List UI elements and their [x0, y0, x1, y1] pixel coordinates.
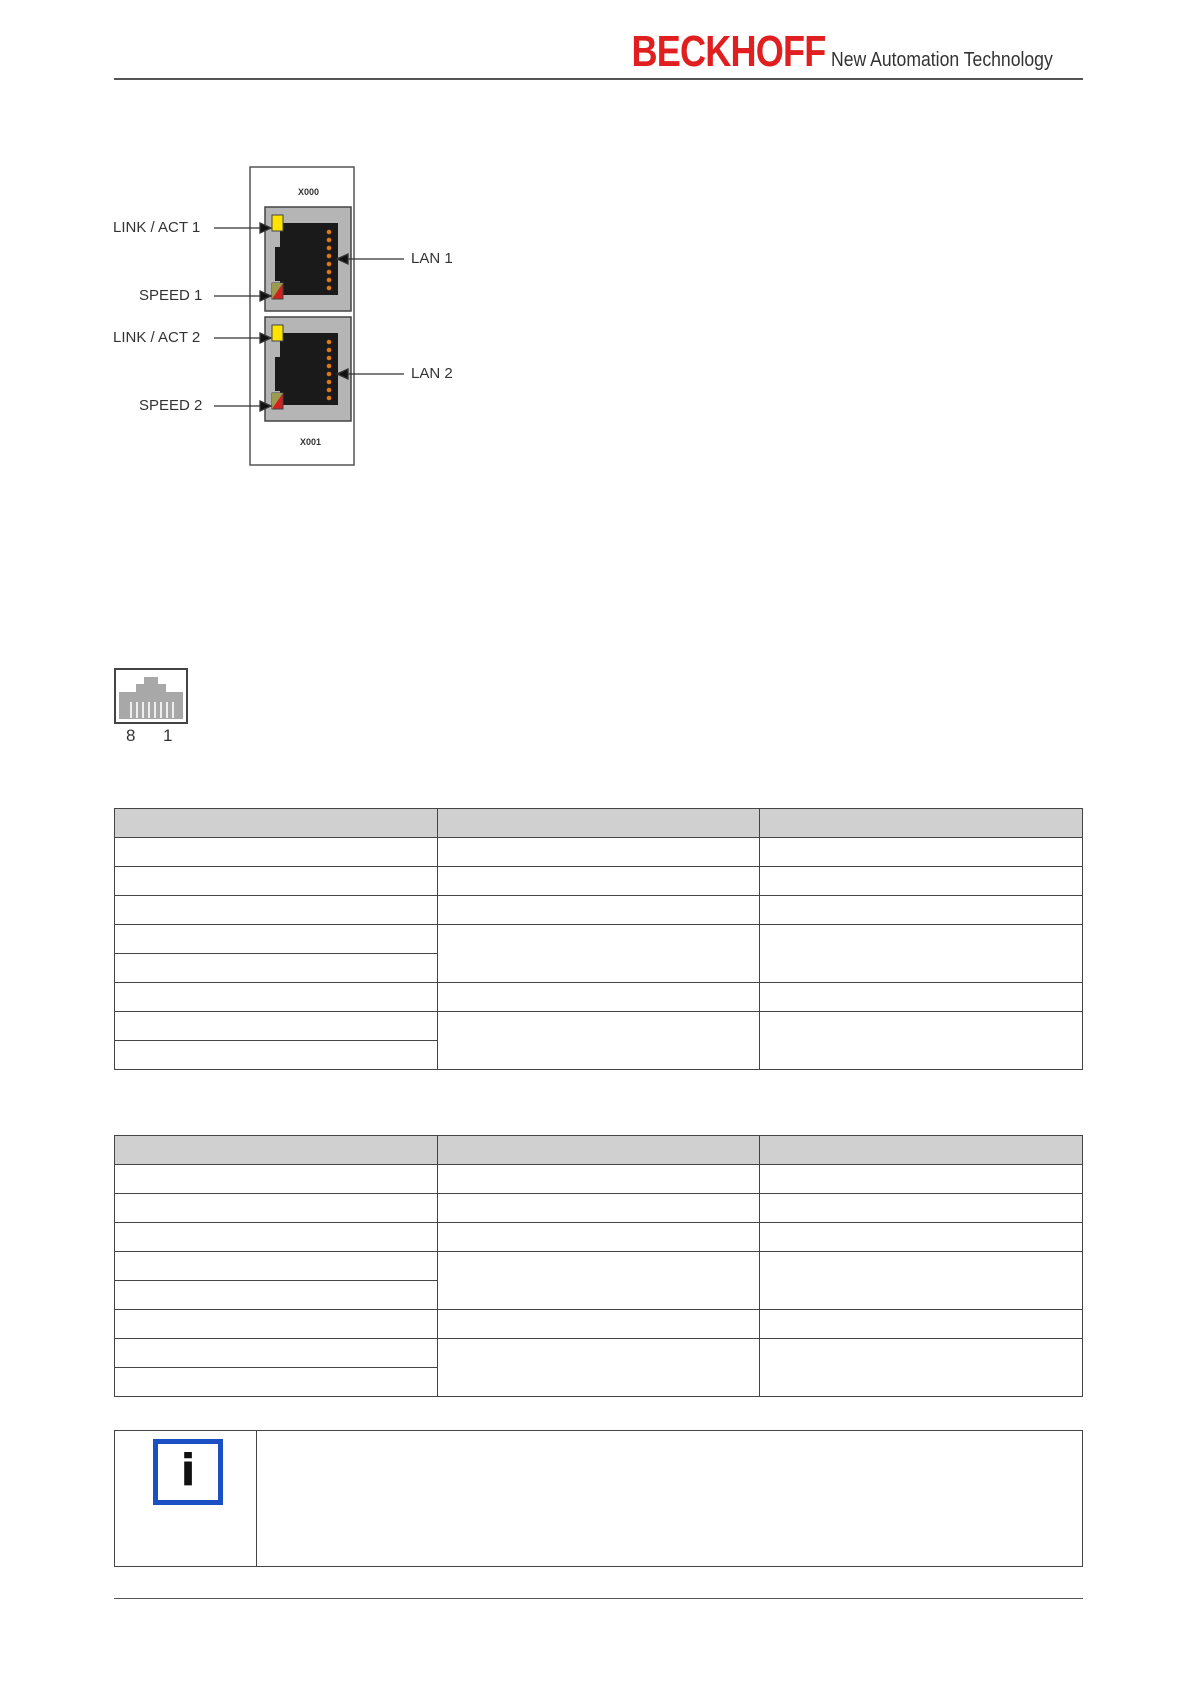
- table-cell: [760, 867, 1083, 896]
- table-cell: [115, 1339, 438, 1368]
- table-row: [115, 838, 1083, 867]
- table-cell: [115, 983, 438, 1012]
- table-row: [115, 1223, 1083, 1252]
- label-link-act-1: LINK / ACT 1: [113, 219, 201, 236]
- pin-assignment-table-1: [114, 808, 1083, 1070]
- table-cell: [437, 1339, 760, 1397]
- table-row: [115, 867, 1083, 896]
- table-cell: [115, 1194, 438, 1223]
- table-header-cell: [760, 809, 1083, 838]
- table-row: [115, 983, 1083, 1012]
- table-cell: [437, 1194, 760, 1223]
- label-lan-1: LAN 1: [411, 250, 453, 267]
- table-cell: [437, 1310, 760, 1339]
- table-header-row: [115, 809, 1083, 838]
- table-cell: [115, 1041, 438, 1070]
- table-cell: [437, 925, 760, 983]
- table-cell: [437, 838, 760, 867]
- table-cell: [437, 896, 760, 925]
- brand-logo: BECKHOFF: [631, 27, 825, 76]
- table-cell: [115, 1223, 438, 1252]
- table-cell: [115, 954, 438, 983]
- table-row: [115, 896, 1083, 925]
- table-cell: [115, 925, 438, 954]
- note-icon-cell: [115, 1431, 257, 1566]
- footer-divider: [114, 1598, 1083, 1599]
- table-cell: [115, 838, 438, 867]
- table-cell: [115, 867, 438, 896]
- table-cell: [760, 1252, 1083, 1310]
- table-row: [115, 1339, 1083, 1368]
- table-cell: [760, 1012, 1083, 1070]
- brand-header: [589, 27, 1083, 76]
- table-cell: [760, 1223, 1083, 1252]
- pin-assignment-table-2: [114, 1135, 1083, 1397]
- rj45-socket-icon: [114, 668, 188, 724]
- label-link-act-2: LINK / ACT 2: [113, 329, 201, 346]
- table-row: [115, 1252, 1083, 1281]
- label-lan-2: LAN 2: [411, 365, 453, 382]
- table-cell: [115, 1310, 438, 1339]
- table-cell: [760, 1165, 1083, 1194]
- table-header-cell: [437, 809, 760, 838]
- table-cell: [115, 1252, 438, 1281]
- port-diagram-graphic: [110, 165, 470, 475]
- table-cell: [115, 1281, 438, 1310]
- table-header-cell: [115, 809, 438, 838]
- table-cell: [437, 1252, 760, 1310]
- table-row: [115, 1165, 1083, 1194]
- table-row: [115, 925, 1083, 954]
- table-cell: [760, 925, 1083, 983]
- table-row: [115, 1012, 1083, 1041]
- table-cell: [115, 1165, 438, 1194]
- connector-label-top: X000: [298, 187, 320, 197]
- note-text-cell: [257, 1431, 1082, 1566]
- pin-label-1: 1: [163, 726, 173, 745]
- table-header-cell: [760, 1136, 1083, 1165]
- table-cell: [437, 983, 760, 1012]
- label-speed-1: SPEED 1: [139, 287, 203, 304]
- table-header-cell: [115, 1136, 438, 1165]
- connector-label-bottom: X001: [300, 437, 322, 447]
- table-row: [115, 1194, 1083, 1223]
- table-cell: [760, 838, 1083, 867]
- table-cell: [437, 1012, 760, 1070]
- brand-tagline: New Automation Technology: [830, 49, 1053, 71]
- table-cell: [760, 1339, 1083, 1397]
- note-box: [114, 1430, 1083, 1567]
- table-row: [115, 1310, 1083, 1339]
- table-cell: [437, 867, 760, 896]
- info-icon: [153, 1439, 223, 1505]
- table-header-cell: [437, 1136, 760, 1165]
- table-cell: [760, 1194, 1083, 1223]
- table-cell: [760, 983, 1083, 1012]
- table-cell: [760, 896, 1083, 925]
- table-header-row: [115, 1136, 1083, 1165]
- label-speed-2: SPEED 2: [139, 397, 203, 414]
- info-icon-glyph: i: [180, 1445, 196, 1496]
- table-cell: [437, 1223, 760, 1252]
- table-cell: [760, 1310, 1083, 1339]
- table-cell: [115, 1012, 438, 1041]
- table-cell: [437, 1165, 760, 1194]
- ethernet-port-diagram: [110, 165, 470, 475]
- table-cell: [115, 1368, 438, 1397]
- pin-label-8: 8: [126, 726, 136, 745]
- table-cell: [115, 896, 438, 925]
- header-divider: [114, 78, 1083, 80]
